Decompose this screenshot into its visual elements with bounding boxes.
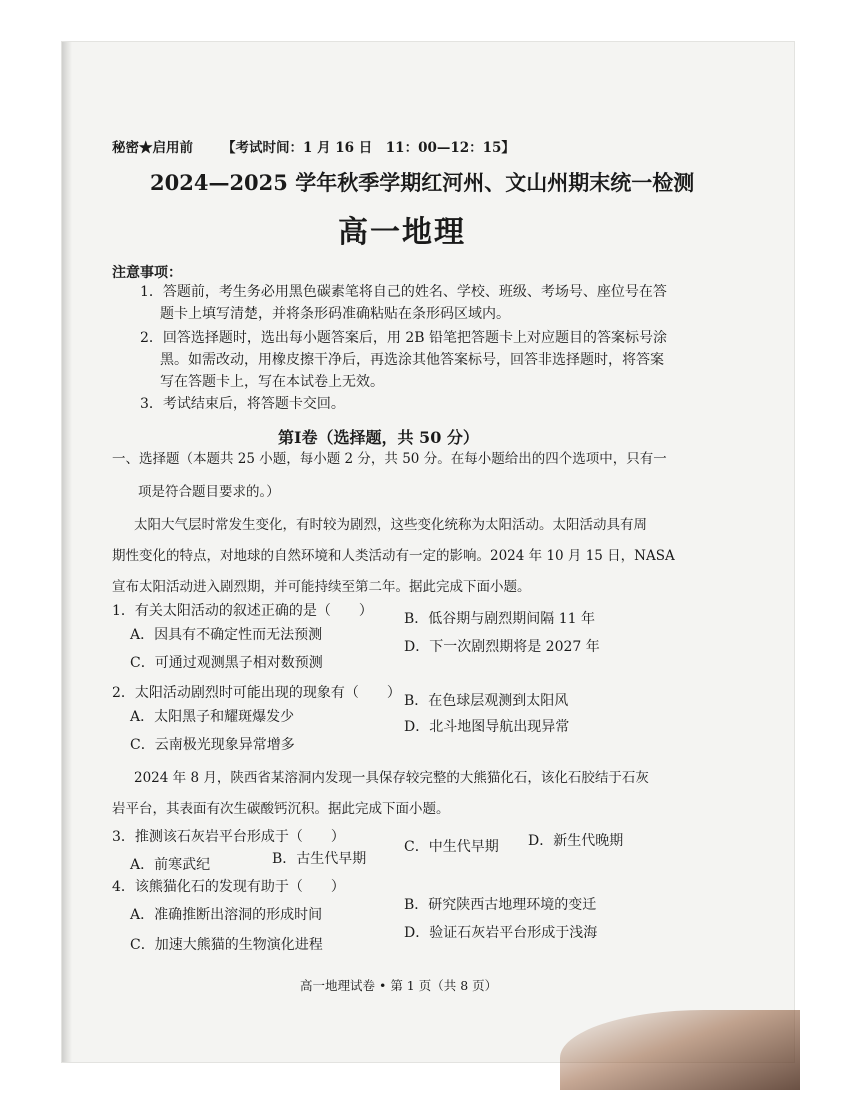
question-1-stem: 1．有关太阳活动的叙述正确的是（ ）	[112, 603, 373, 619]
question-1-option-b: B．低谷期与剧烈期间隔 11 年	[404, 611, 596, 627]
note-line: 题卡上填写清楚，并将条形码准确粘贴在条形码区域内。	[160, 306, 510, 322]
note-line: 黑。如需改动，用橡皮擦干净后，再选涂其他答案标号，回答非选择题时，将答案	[160, 352, 664, 368]
question-4-option-c: C．加速大熊猫的生物演化进程	[130, 937, 323, 953]
question-2-option-a: A．太阳黑子和耀斑爆发少	[130, 709, 295, 725]
question-2-option-b: B．在色球层观测到太阳风	[404, 693, 569, 709]
section-instruction: 项是符合题目要求的。）	[138, 484, 280, 500]
question-4-option-b: B．研究陕西古地理环境的变迁	[404, 897, 597, 913]
subject-title: 高一地理	[338, 215, 466, 250]
passage-line: 岩平台，其表面有次生碳酸钙沉积。据此完成下面小题。	[112, 801, 450, 817]
exam-title: 2024—2025 学年秋季学期红河州、文山州期末统一检测	[150, 170, 695, 195]
paper-edge-shadow	[62, 42, 72, 1062]
question-4-option-d: D．验证石灰岩平台形成于浅海	[404, 925, 598, 941]
question-2-option-d: D．北斗地图导航出现异常	[404, 719, 570, 735]
note-line: 3．考试结束后，将答题卡交回。	[140, 396, 345, 412]
question-1-option-d: D．下一次剧烈期将是 2027 年	[404, 639, 600, 655]
notes-heading: 注意事项：	[112, 265, 182, 281]
note-line: 1．答题前，考生务必用黑色碳素笔将自己的姓名、学校、班级、考场号、座位号在答	[140, 284, 667, 300]
passage-line: 2024 年 8 月，陕西省某溶洞内发现一具保存较完整的大熊猫化石，该化石胶结于石灰	[134, 770, 649, 786]
question-2-stem: 2．太阳活动剧烈时可能出现的现象有（ ）	[112, 685, 401, 701]
section-title: 第Ⅰ卷（选择题，共 50 分）	[278, 428, 479, 447]
question-1-option-c: C．可通过观测黑子相对数预测	[130, 655, 323, 671]
question-3-option-c: C．中生代早期	[404, 839, 499, 855]
exam-time: 【考试时间：1 月 16 日 11：00—12：15】	[222, 140, 515, 156]
note-line: 写在答题卡上，写在本试卷上无效。	[160, 374, 384, 390]
question-4-stem: 4．该熊猫化石的发现有助于（ ）	[112, 879, 345, 895]
note-line: 2．回答选择题时，选出每小题答案后，用 2B 铅笔把答题卡上对应题目的答案标号涂	[140, 330, 668, 346]
question-4-option-a: A．准确推断出溶洞的形成时间	[130, 907, 323, 923]
section-instruction: 一、选择题（本题共 25 小题，每小题 2 分，共 50 分。在每小题给出的四个选项中，只有一	[112, 451, 667, 467]
passage-line: 宣布太阳活动进入剧烈期，并可能持续至第二年。据此完成下面小题。	[112, 579, 531, 595]
question-2-option-c: C．云南极光现象异常增多	[130, 737, 295, 753]
page-footer: 高一地理试卷 • 第 1 页（共 8 页）	[300, 978, 498, 993]
passage-line: 期性变化的特点，对地球的自然环境和人类活动有一定的影响。2024 年 10 月 15 日，NASA	[112, 548, 675, 564]
question-3-option-a: A．前寒武纪	[130, 857, 211, 873]
question-3-option-d: D．新生代晚期	[528, 833, 624, 849]
question-3-stem: 3．推测该石灰岩平台形成于（ ）	[112, 829, 345, 845]
passage-line: 太阳大气层时常发生变化，有时较为剧烈，这些变化统称为太阳活动。太阳活动具有周	[134, 517, 647, 533]
confidential-label: 秘密★启用前	[112, 140, 193, 156]
question-1-option-a: A．因具有不确定性而无法预测	[130, 627, 323, 643]
question-3-option-b: B．古生代早期	[272, 851, 367, 867]
